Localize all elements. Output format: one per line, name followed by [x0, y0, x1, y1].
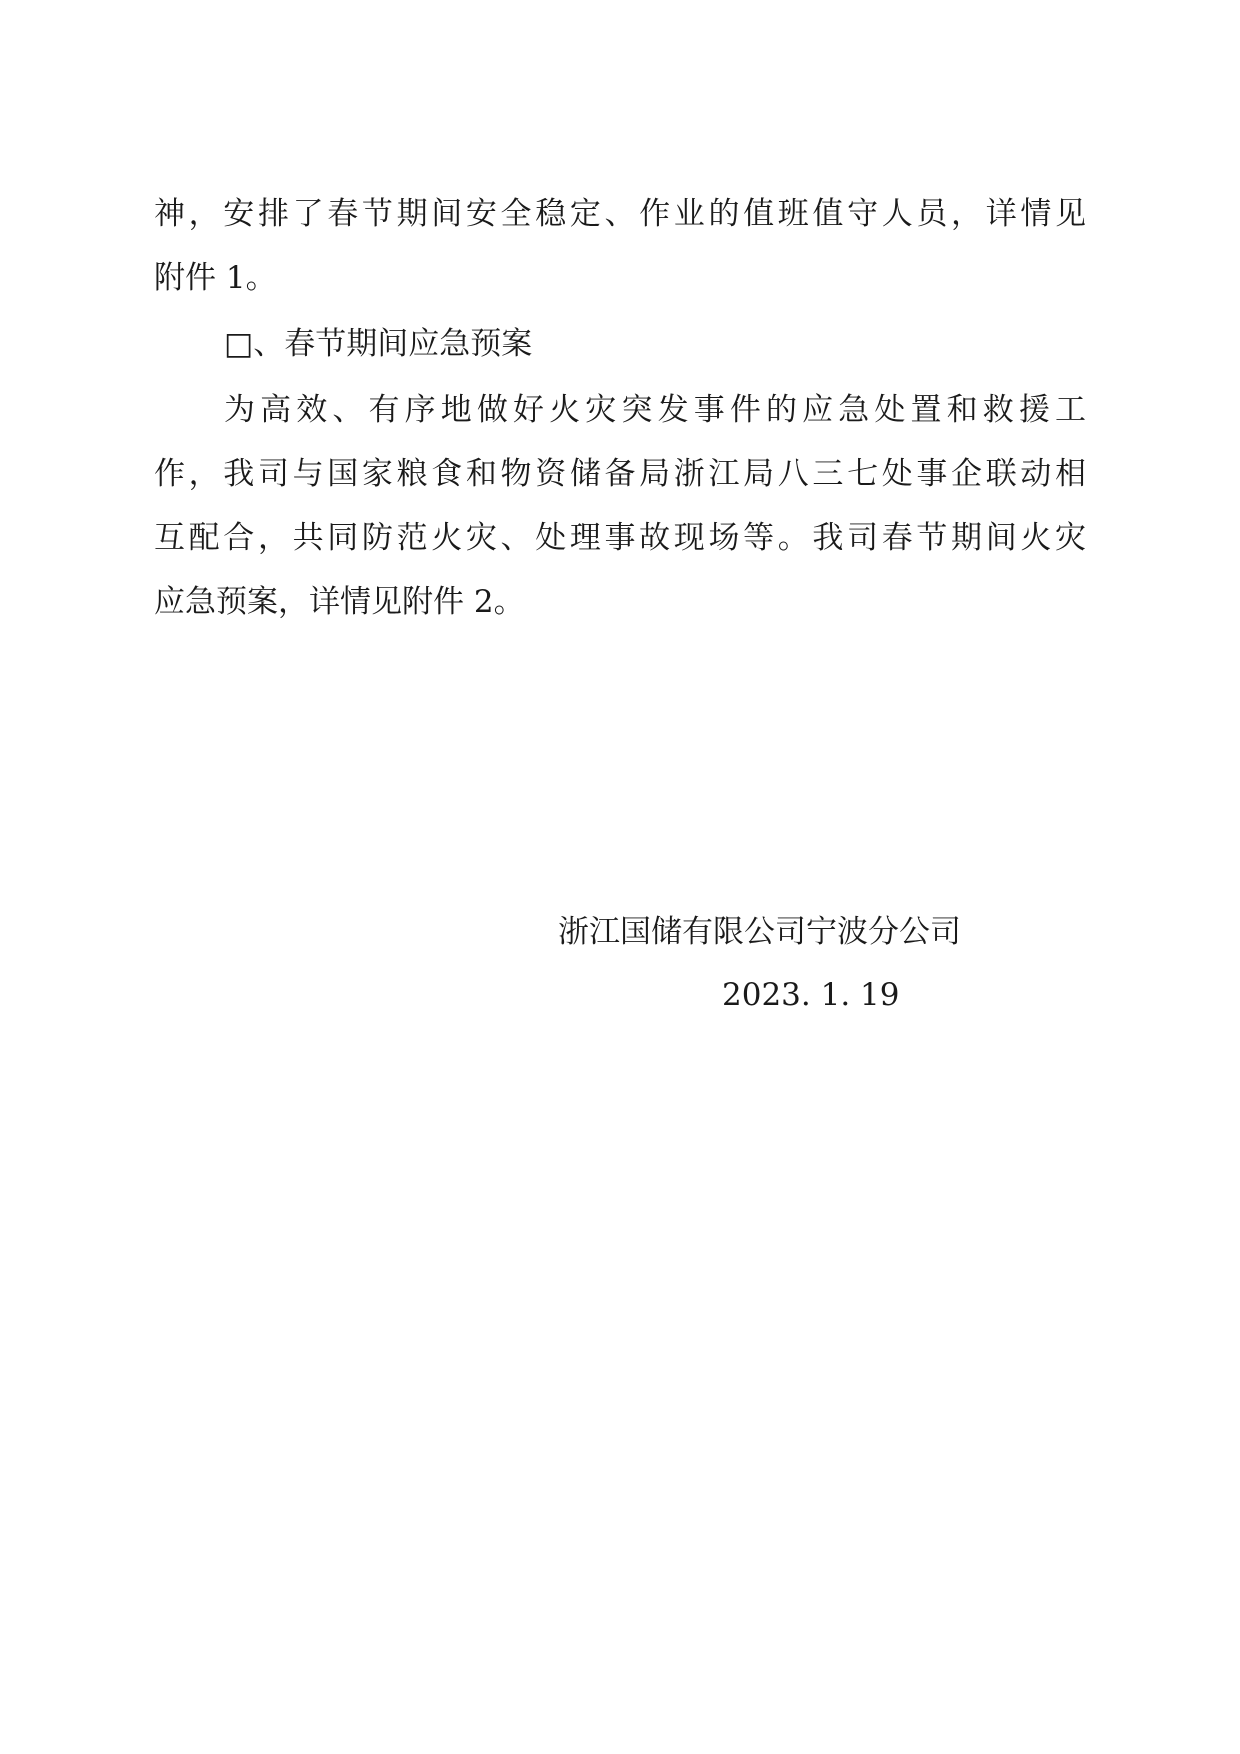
section-2-heading: □、春节期间应急预案: [224, 326, 533, 362]
paragraph-1-line-2: 附件 1。: [154, 260, 277, 296]
signature-date: 2023. 1. 19: [722, 977, 900, 1013]
paragraph-2-line-4: 应急预案，详情见附件 2。: [154, 584, 525, 620]
signature-organization: 浙江国储有限公司宁波分公司: [558, 914, 961, 950]
paragraph-2-line-2: 作，我司与国家粮食和物资储备局浙江局八三七处事企联动相: [154, 456, 1086, 492]
paragraph-2-line-3: 互配合，共同防范火灾、处理事故现场等。我司春节期间火灾: [154, 520, 1086, 556]
paragraph-1-line-1: 神，安排了春节期间安全稳定、作业的值班值守人员，详情见: [154, 196, 1086, 232]
paragraph-2-line-1: 为高效、有序地做好火灾突发事件的应急处置和救援工: [224, 392, 1086, 428]
